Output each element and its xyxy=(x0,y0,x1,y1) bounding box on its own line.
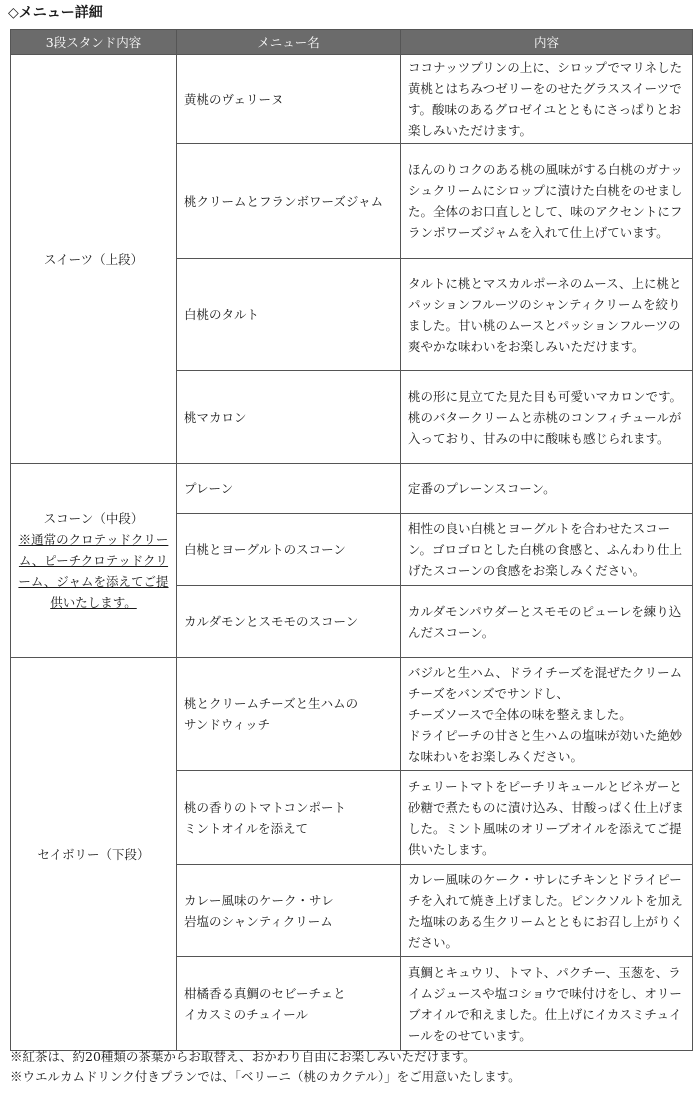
table-row xyxy=(11,464,693,514)
menu-item-name: カルダモンとスモモのスコーン xyxy=(177,586,401,658)
menu-item-name: カレー風味のケーク・サレ 岩塩のシャンティクリーム xyxy=(177,865,401,957)
header-stand-content: 3段スタンド内容 xyxy=(11,30,177,55)
menu-item-name: 桃とクリームチーズと生ハムの サンドウィッチ xyxy=(177,658,401,771)
menu-item-name: プレーン xyxy=(177,464,401,514)
section-title: ◇メニュー詳細 xyxy=(8,5,103,21)
menu-item-description: 真鯛とキュウリ、トマト、パクチー、玉葱を、ライムジュースや塩コショウで味付けをし、オリーブオイルで和えました。仕上げにイカスミチュイールをのせています。 xyxy=(401,957,693,1051)
category-scones-label: スコーン（中段） xyxy=(43,511,144,526)
menu-item-description: タルトに桃とマスカルポーネのムース、上に桃とパッションフルーツのシャンティクリームを絞りました。甘い桃のムースとパッションフルーツの爽やかな味わいをお楽しみいただけます。 xyxy=(401,259,693,371)
table-row xyxy=(11,55,693,144)
menu-item-name: 桃の香りのトマトコンポート ミントオイルを添えて xyxy=(177,771,401,865)
menu-item-description: ココナッツプリンの上に、シロップでマリネした黄桃とはちみつゼリーをのせたグラススイーツです。酸味のあるグロゼイユとともにさっぱりとお楽しみいただけます。 xyxy=(401,55,693,144)
menu-item-description: チェリートマトをピーチリキュールとビネガーと砂糖で煮たものに漬け込み、甘酸っぱく仕上げました。ミント風味のオリーブオイルを添えてご提供いたします。 xyxy=(401,771,693,865)
menu-item-name: 白桃のタルト xyxy=(177,259,401,371)
table-header-row xyxy=(11,30,693,55)
menu-item-name: 白桃とヨーグルトのスコーン xyxy=(177,514,401,586)
menu-item-description: 定番のプレーンスコーン。 xyxy=(401,464,693,514)
footnote-welcome-drink: ※ウエルカムドリンク付きプランでは、「ベリーニ（桃のカクテル）」をご用意いたします。 xyxy=(10,1069,521,1084)
category-sweets: スイーツ（上段） xyxy=(11,55,177,464)
menu-item-description: カレー風味のケーク・サレにチキンとドライピーチを入れて焼き上げました。ピンクソルトを加えた塩味のある生クリームとともにお召し上がりください。 xyxy=(401,865,693,957)
menu-item-description: 桃の形に見立てた見た目も可愛いマカロンです。桃のバタークリームと赤桃のコンフィチュールが入っており、甘みの中に酸味も感じられます。 xyxy=(401,371,693,464)
menu-detail-table xyxy=(10,29,693,1051)
category-scones xyxy=(11,464,177,658)
footnotes xyxy=(10,1047,521,1087)
menu-item-name: 桃マカロン xyxy=(177,371,401,464)
menu-item-description: ほんのりコクのある桃の風味がする白桃のガナッシュクリームにシロップに漬けた白桃をのせました。全体のお口直しとして、味のアクセントにフランボワーズジャムを入れて仕上げています。 xyxy=(401,144,693,259)
category-savory: セイボリー（下段） xyxy=(11,658,177,1051)
category-scones-note: ※通常のクロテッドクリーム、ピーチクロテッドクリーム、ジャムを添えてご提供いたします。 xyxy=(18,532,169,610)
menu-item-name: 黄桃のヴェリーヌ xyxy=(177,55,401,144)
table-row xyxy=(11,658,693,771)
menu-item-description: 相性の良い白桃とヨーグルトを合わせたスコーン。ゴロゴロとした白桃の食感と、ふんわり仕上げたスコーンの食感をお楽しみください。 xyxy=(401,514,693,586)
footnote-tea: ※紅茶は、約20種類の茶葉からお取替え、おかわり自由にお楽しみいただけます。 xyxy=(10,1049,476,1064)
menu-item-description: カルダモンパウダーとスモモのピューレを練り込んだスコーン。 xyxy=(401,586,693,658)
menu-item-description: バジルと生ハム、ドライチーズを混ぜたクリームチーズをバンズでサンドし、 チーズソースで全体の味を整えました。 ドライピーチの甘さと生ハムの塩味が効いた絶妙な味わいをお楽しみください。 xyxy=(401,658,693,771)
header-description: 内容 xyxy=(401,30,693,55)
menu-item-name: 桃クリームとフランボワーズジャム xyxy=(177,144,401,259)
header-menu-name: メニュー名 xyxy=(177,30,401,55)
menu-item-name: 柑橘香る真鯛のセビーチェと イカスミのチュイール xyxy=(177,957,401,1051)
